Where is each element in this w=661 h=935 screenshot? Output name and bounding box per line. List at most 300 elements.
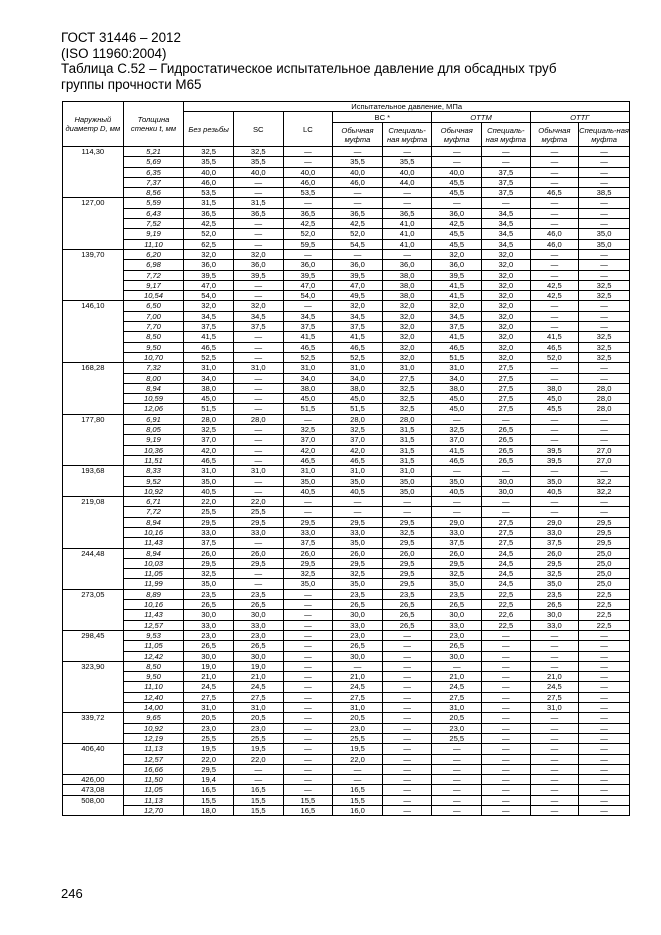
pressure-cell: 26,0	[333, 548, 383, 558]
pressure-cell: 32,0	[482, 249, 531, 259]
outer-diameter-cell: 219,08	[63, 497, 124, 548]
pressure-cell: 31,0	[333, 466, 383, 476]
pressure-cell: 28,0	[233, 414, 283, 424]
pressure-cell: —	[283, 713, 333, 723]
pressure-cell: 34,0	[283, 373, 333, 383]
pressure-cell: 27,5	[233, 692, 283, 702]
standard-number: ГОСТ 31446 – 2012	[61, 30, 181, 45]
pressure-cell: —	[283, 764, 333, 774]
pressure-cell: 27,5	[482, 517, 531, 527]
pressure-cell: —	[333, 764, 383, 774]
pressure-cell: —	[283, 744, 333, 754]
pressure-cell: 25,0	[579, 558, 630, 568]
pressure-cell: 38,0	[333, 383, 383, 393]
pressure-cell: 19,5	[184, 744, 234, 754]
pressure-cell: —	[530, 795, 579, 805]
pressure-cell: 38,0	[382, 270, 432, 280]
wall-thickness-cell: 10,16	[123, 527, 184, 537]
wall-thickness-cell: 8,94	[123, 517, 184, 527]
pressure-cell: 33,0	[432, 620, 482, 630]
pressure-cell: 36,0	[233, 260, 283, 270]
pressure-cell: 38,0	[432, 383, 482, 393]
pressure-cell: 28,0	[333, 414, 383, 424]
pressure-cell: 22,5	[579, 589, 630, 599]
pressure-cell: —	[530, 806, 579, 816]
pressure-cell: 27,5	[530, 692, 579, 702]
pressure-cell: 37,5	[432, 322, 482, 332]
pressure-cell: 31,0	[184, 703, 234, 713]
pressure-cell: —	[432, 795, 482, 805]
pressure-cell: 32,5	[382, 383, 432, 393]
pressure-cell: 31,0	[382, 466, 432, 476]
pressure-cell: —	[233, 352, 283, 362]
pressure-cell: 29,5	[333, 558, 383, 568]
table-row	[63, 733, 630, 743]
pressure-cell: —	[283, 249, 333, 259]
table-row	[63, 517, 630, 527]
pressure-cell: —	[530, 507, 579, 517]
pressure-cell: —	[233, 486, 283, 496]
pressure-cell: —	[530, 497, 579, 507]
header-diameter: Наружный диаметр D, мм	[63, 102, 124, 147]
pressure-cell: 32,5	[184, 147, 234, 157]
pressure-cell: 33,0	[530, 620, 579, 630]
pressure-cell: 32,5	[382, 404, 432, 414]
pressure-cell: —	[530, 208, 579, 218]
pressure-cell: 39,5	[333, 270, 383, 280]
wall-thickness-cell: 8,94	[123, 548, 184, 558]
pressure-cell: 36,5	[184, 208, 234, 218]
table-row	[63, 373, 630, 383]
table-row	[63, 167, 630, 177]
pressure-cell: 33,0	[233, 620, 283, 630]
table-row	[63, 692, 630, 702]
outer-diameter-cell: 508,00	[63, 795, 124, 816]
wall-thickness-cell: 8,89	[123, 589, 184, 599]
pressure-cell: 25,0	[579, 548, 630, 558]
wall-thickness-cell: 7,72	[123, 270, 184, 280]
pressure-cell: 15,5	[283, 795, 333, 805]
pressure-cell: —	[382, 723, 432, 733]
pressure-cell: 34,5	[482, 239, 531, 249]
pressure-cell: 25,5	[233, 733, 283, 743]
table-row	[63, 404, 630, 414]
wall-thickness-cell: 7,70	[123, 322, 184, 332]
table-row	[63, 600, 630, 610]
pressure-cell: 30,0	[530, 610, 579, 620]
pressure-cell: 32,0	[432, 249, 482, 259]
pressure-cell: 36,0	[184, 260, 234, 270]
pressure-cell: —	[233, 177, 283, 187]
wall-thickness-cell: 8,50	[123, 332, 184, 342]
wall-thickness-cell: 7,32	[123, 363, 184, 373]
pressure-cell: 36,0	[432, 260, 482, 270]
table-caption: Таблица С.52 – Гидростатическое испытательное давление для обсадных труб	[61, 61, 557, 76]
outer-diameter-cell: 139,70	[63, 249, 124, 300]
pressure-cell: 16,5	[233, 785, 283, 795]
pressure-cell: 41,5	[432, 280, 482, 290]
pressure-cell: 35,0	[333, 476, 383, 486]
pressure-cell: 24,5	[482, 569, 531, 579]
pressure-cell: 34,5	[482, 208, 531, 218]
pressure-cell: 41,5	[530, 332, 579, 342]
pressure-cell: 23,5	[184, 589, 234, 599]
pressure-cell: 32,5	[283, 569, 333, 579]
table-row	[63, 219, 630, 229]
pressure-cell: —	[579, 219, 630, 229]
pressure-cell: —	[283, 651, 333, 661]
table-row	[63, 548, 630, 558]
wall-thickness-cell: 8,56	[123, 188, 184, 198]
pressure-cell: 45,0	[432, 404, 482, 414]
pressure-cell: —	[432, 764, 482, 774]
pressure-cell: —	[382, 733, 432, 743]
pressure-cell: 20,5	[233, 713, 283, 723]
pressure-cell: 28,0	[382, 414, 432, 424]
pressure-cell: —	[333, 661, 383, 671]
pressure-cell: 34,5	[432, 311, 482, 321]
pressure-cell: —	[579, 723, 630, 733]
pressure-cell: 35,0	[530, 476, 579, 486]
pressure-cell: —	[579, 630, 630, 640]
wall-thickness-cell: 8,33	[123, 466, 184, 476]
wall-thickness-cell: 9,53	[123, 630, 184, 640]
pressure-cell: 45,0	[530, 394, 579, 404]
header-ottm-special: Специаль-ная муфта	[482, 123, 531, 147]
pressure-cell: 16,5	[283, 806, 333, 816]
pressure-cell: —	[482, 641, 531, 651]
pressure-cell: 30,0	[333, 610, 383, 620]
pressure-cell: —	[432, 744, 482, 754]
pressure-cell: —	[579, 703, 630, 713]
pressure-cell: 37,5	[482, 177, 531, 187]
pressure-cell: 32,0	[382, 311, 432, 321]
outer-diameter-cell: 244,48	[63, 548, 124, 589]
pressure-cell: 46,0	[283, 177, 333, 187]
pressure-cell: 26,5	[184, 600, 234, 610]
pressure-cell: 23,0	[333, 630, 383, 640]
pressure-cell: 19,5	[233, 744, 283, 754]
pressure-cell: —	[579, 507, 630, 517]
table-row	[63, 795, 630, 805]
pressure-cell: 53,5	[283, 188, 333, 198]
pressure-cell: 23,0	[184, 630, 234, 640]
table-row	[63, 610, 630, 620]
pressure-cell: 36,5	[333, 208, 383, 218]
pressure-cell: 35,0	[432, 476, 482, 486]
table-row	[63, 291, 630, 301]
pressure-cell: 37,5	[184, 538, 234, 548]
pressure-cell: 32,5	[579, 332, 630, 342]
table-row	[63, 249, 630, 259]
pressure-cell: —	[432, 661, 482, 671]
pressure-cell: —	[579, 301, 630, 311]
pressure-cell: —	[382, 744, 432, 754]
pressure-cell: 34,5	[482, 229, 531, 239]
pressure-cell: —	[283, 147, 333, 157]
pressure-cell: 34,0	[432, 373, 482, 383]
pressure-cell: 41,5	[432, 332, 482, 342]
pressure-cell: 29,5	[382, 538, 432, 548]
pressure-cell: 45,5	[432, 229, 482, 239]
pressure-cell: 46,0	[530, 229, 579, 239]
pressure-cell: 37,0	[333, 435, 383, 445]
pressure-cell: 33,0	[283, 527, 333, 537]
wall-thickness-cell: 11,99	[123, 579, 184, 589]
pressure-cell: 22,5	[482, 589, 531, 599]
pressure-cell: —	[233, 579, 283, 589]
pressure-cell: 31,0	[184, 466, 234, 476]
table-row	[63, 589, 630, 599]
pressure-cell: 26,5	[333, 600, 383, 610]
pressure-cell: 26,0	[432, 548, 482, 558]
table-row	[63, 260, 630, 270]
pressure-cell: 41,5	[432, 291, 482, 301]
pressure-cell: 39,5	[530, 455, 579, 465]
outer-diameter-cell: 168,28	[63, 363, 124, 414]
pressure-cell: —	[382, 692, 432, 702]
pressure-cell: 32,0	[233, 249, 283, 259]
pressure-cell: 21,0	[333, 672, 383, 682]
pressure-cell: 32,0	[482, 352, 531, 362]
pressure-cell: 35,5	[382, 157, 432, 167]
pressure-cell: 21,0	[432, 672, 482, 682]
pressure-cell: 29,5	[233, 558, 283, 568]
pressure-cell: 32,0	[482, 332, 531, 342]
pressure-cell: 42,5	[283, 219, 333, 229]
pressure-cell: 29,0	[432, 517, 482, 527]
pressure-cell: —	[283, 785, 333, 795]
wall-thickness-cell: 11,10	[123, 682, 184, 692]
pressure-cell: 30,0	[432, 610, 482, 620]
wall-thickness-cell: 7,00	[123, 311, 184, 321]
pressure-cell: —	[233, 229, 283, 239]
pressure-cell: —	[579, 713, 630, 723]
pressure-cell: —	[233, 435, 283, 445]
pressure-cell: 34,5	[482, 219, 531, 229]
pressure-cell: 31,0	[333, 703, 383, 713]
pressure-cell: 35,0	[432, 579, 482, 589]
wall-thickness-cell: 12,70	[123, 806, 184, 816]
pressure-cell: 23,5	[333, 589, 383, 599]
pressure-cell: —	[233, 219, 283, 229]
wall-thickness-cell: 6,20	[123, 249, 184, 259]
wall-thickness-cell: 6,91	[123, 414, 184, 424]
header-thickness: Толщина стенки t, мм	[123, 102, 184, 147]
pressure-cell: 30,0	[482, 486, 531, 496]
wall-thickness-cell: 9,50	[123, 342, 184, 352]
pressure-cell: —	[283, 507, 333, 517]
table-row	[63, 208, 630, 218]
pressure-cell: —	[579, 208, 630, 218]
pressure-cell: —	[482, 651, 531, 661]
table-row	[63, 785, 630, 795]
wall-thickness-cell: 10,59	[123, 394, 184, 404]
pressure-cell: 32,0	[382, 342, 432, 352]
pressure-cell: —	[530, 733, 579, 743]
wall-thickness-cell: 9,50	[123, 672, 184, 682]
pressure-cell: —	[233, 373, 283, 383]
pressure-cell: —	[432, 507, 482, 517]
pressure-cell: 27,5	[482, 373, 531, 383]
pressure-cell: 51,5	[283, 404, 333, 414]
pressure-cell: 42,0	[283, 445, 333, 455]
pressure-cell: 16,5	[333, 785, 383, 795]
pressure-cell: —	[283, 198, 333, 208]
pressure-cell: —	[233, 394, 283, 404]
pressure-cell: 23,0	[333, 723, 383, 733]
pressure-cell: —	[579, 497, 630, 507]
pressure-cell: —	[579, 167, 630, 177]
table-row	[63, 497, 630, 507]
pressure-cell: 37,5	[432, 538, 482, 548]
pressure-cell: 40,5	[530, 486, 579, 496]
pressure-cell: 37,0	[432, 435, 482, 445]
pressure-cell: —	[283, 157, 333, 167]
pressure-cell: 31,5	[233, 198, 283, 208]
pressure-cell: 40,5	[333, 486, 383, 496]
wall-thickness-cell: 5,69	[123, 157, 184, 167]
pressure-cell: 41,5	[184, 332, 234, 342]
pressure-cell: —	[233, 445, 283, 455]
pressure-cell: 15,5	[184, 795, 234, 805]
pressure-cell: 46,5	[184, 342, 234, 352]
pressure-cell: 54,5	[333, 239, 383, 249]
pressure-cell: —	[482, 775, 531, 785]
pressure-cell: 35,0	[333, 579, 383, 589]
pressure-cell: 32,5	[382, 527, 432, 537]
pressure-cell: —	[579, 651, 630, 661]
pressure-cell: —	[283, 620, 333, 630]
pressure-cell: —	[579, 806, 630, 816]
table-row	[63, 425, 630, 435]
pressure-cell: 35,0	[283, 579, 333, 589]
wall-thickness-cell: 10,03	[123, 558, 184, 568]
pressure-cell: 22,0	[233, 754, 283, 764]
pressure-cell: 54,0	[184, 291, 234, 301]
pressure-cell: —	[530, 147, 579, 157]
pressure-cell: —	[382, 497, 432, 507]
pressure-cell: 37,5	[333, 322, 383, 332]
pressure-cell: 41,5	[283, 332, 333, 342]
pressure-cell: —	[233, 332, 283, 342]
pressure-cell: 32,5	[283, 425, 333, 435]
pressure-cell: 23,0	[432, 723, 482, 733]
pressure-cell: 23,0	[432, 630, 482, 640]
pressure-cell: 33,0	[184, 527, 234, 537]
pressure-cell: 46,0	[530, 239, 579, 249]
pressure-cell: 24,5	[482, 579, 531, 589]
pressure-cell: 29,5	[283, 558, 333, 568]
header-bc-regular: Обычная муфта	[333, 123, 383, 147]
pressure-cell: 32,5	[432, 569, 482, 579]
pressure-cell: 30,0	[432, 651, 482, 661]
pressure-cell: 31,0	[233, 703, 283, 713]
pressure-cell: 32,5	[333, 425, 383, 435]
pressure-cell: 23,5	[382, 589, 432, 599]
pressure-cell: 31,0	[233, 363, 283, 373]
pressure-cell: —	[579, 744, 630, 754]
table-row	[63, 682, 630, 692]
pressure-cell: —	[579, 641, 630, 651]
pressure-cell: 42,5	[530, 291, 579, 301]
pressure-cell: —	[530, 157, 579, 167]
header-bc-special: Специаль-ная муфта	[382, 123, 432, 147]
pressure-cell: 62,5	[184, 239, 234, 249]
pressure-cell: 26,5	[530, 600, 579, 610]
pressure-cell: 32,5	[579, 342, 630, 352]
pressure-cell: —	[382, 507, 432, 517]
pressure-cell: 46,5	[283, 455, 333, 465]
pressure-cell: 30,0	[184, 651, 234, 661]
pressure-cell: 36,0	[432, 208, 482, 218]
table-row	[63, 620, 630, 630]
pressure-cell: —	[530, 219, 579, 229]
pressure-cell: —	[283, 754, 333, 764]
pressure-cell: 16,0	[333, 806, 383, 816]
pressure-cell: —	[333, 775, 383, 785]
table-row	[63, 332, 630, 342]
pressure-cell: 31,0	[233, 466, 283, 476]
pressure-cell: 29,0	[530, 517, 579, 527]
pressure-cell: 32,5	[530, 569, 579, 579]
pressure-cell: 24,5	[233, 682, 283, 692]
pressure-cell: —	[382, 147, 432, 157]
pressure-cell: —	[482, 692, 531, 702]
pressure-cell: —	[233, 404, 283, 414]
pressure-cell: —	[233, 538, 283, 548]
pressure-cell: —	[530, 301, 579, 311]
table-row	[63, 764, 630, 774]
pressure-cell: 47,0	[184, 280, 234, 290]
pressure-cell: 29,5	[233, 517, 283, 527]
pressure-cell: —	[530, 311, 579, 321]
pressure-cell: 36,5	[233, 208, 283, 218]
pressure-cell: 37,5	[184, 322, 234, 332]
pressure-cell: —	[482, 744, 531, 754]
pressure-cell: 27,5	[432, 692, 482, 702]
pressure-cell: —	[382, 703, 432, 713]
pressure-cell: 30,0	[482, 476, 531, 486]
pressure-cell: —	[382, 806, 432, 816]
pressure-cell: 27,5	[482, 363, 531, 373]
pressure-cell: 23,0	[184, 723, 234, 733]
pressure-cell: 40,0	[283, 167, 333, 177]
pressure-cell: —	[382, 775, 432, 785]
pressure-cell: 29,5	[579, 538, 630, 548]
pressure-cell: 34,5	[233, 311, 283, 321]
wall-thickness-cell: 9,65	[123, 713, 184, 723]
pressure-cell: 27,0	[579, 455, 630, 465]
pressure-cell: 39,5	[184, 270, 234, 280]
pressure-cell: 27,5	[482, 394, 531, 404]
pressure-cell: —	[579, 414, 630, 424]
pressure-cell: —	[283, 672, 333, 682]
table-row	[63, 775, 630, 785]
wall-thickness-cell: 11,05	[123, 569, 184, 579]
outer-diameter-cell: 323,90	[63, 661, 124, 712]
pressure-cell: 32,2	[579, 486, 630, 496]
pressure-cell: 35,0	[333, 538, 383, 548]
pressure-cell: 34,5	[283, 311, 333, 321]
pressure-cell: —	[530, 270, 579, 280]
pressure-cell: 21,0	[530, 672, 579, 682]
pressure-cell: —	[432, 806, 482, 816]
pressure-cell: —	[482, 754, 531, 764]
table-row	[63, 342, 630, 352]
pressure-cell: 37,5	[530, 538, 579, 548]
pressure-cell: 29,5	[184, 764, 234, 774]
